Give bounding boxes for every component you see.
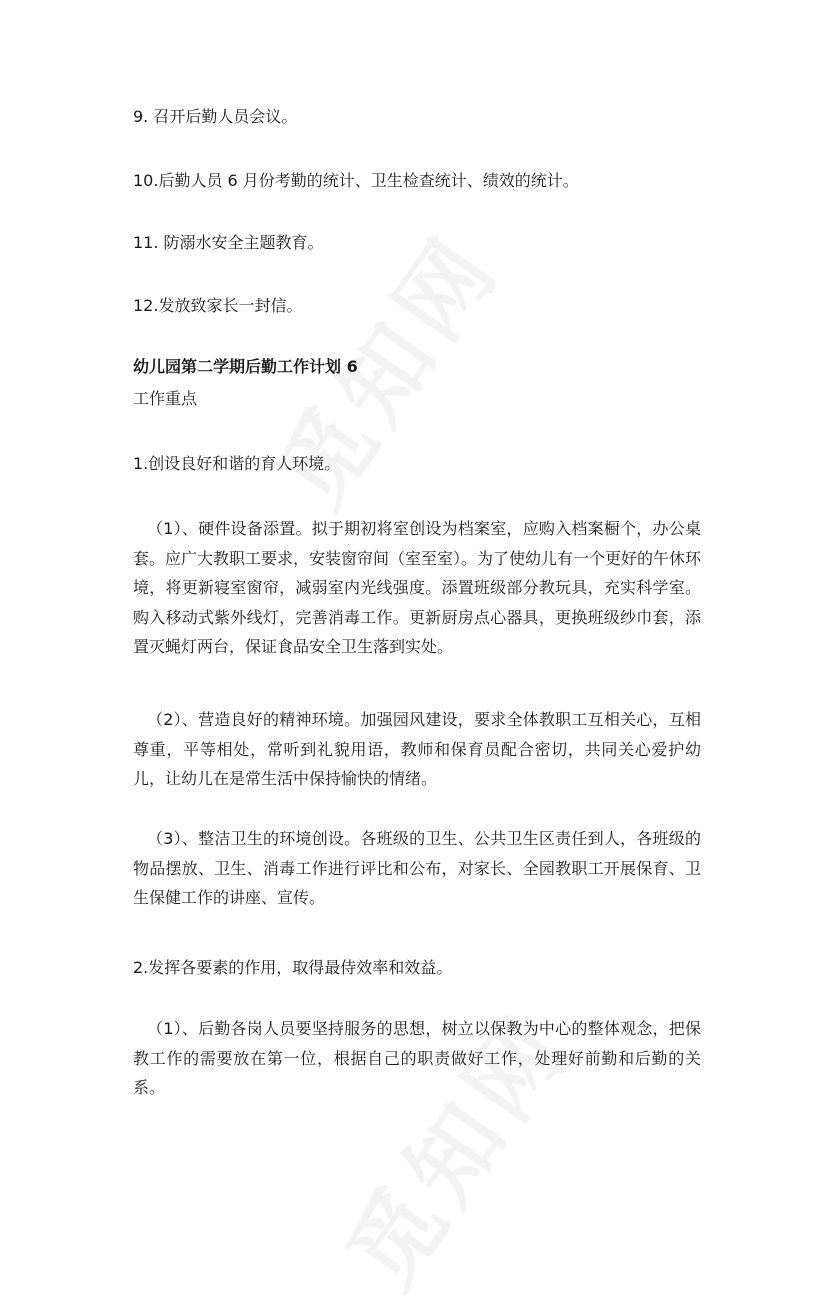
paragraph-1-1-text: （1）、硬件设备添置。拟于期初将室创设为档案室，应购入档案橱个，办公桌套。应广大教职工要求，安装窗帘间（室至室）。为了使幼儿有一个更好的午休环境，将更新寝室窗帘，减弱室内光线强度。添置班级部分教玩具，充实科学室。购入移动式紫外线灯，完善消毒工作。更新厨房点心器具，更换班级纱巾套，添置灭蝇灯两台，保证食品安全卫生落到实处。 <box>133 519 702 656</box>
point-2-heading: 2.发挥各要素的作用，取得最侍效率和效益。 <box>133 958 453 977</box>
section-subtitle: 工作重点 <box>133 389 198 408</box>
paragraph-1-2 <box>133 705 701 794</box>
section-title: 幼儿园第二学期后勤工作计划 6 <box>133 357 358 376</box>
paragraph-1-2-text: （2）、营造良好的精神环境。加强园风建设，要求全体教职工互相关心，互相尊重，平等相处，常听到礼貌用语，教师和保育员配合密切，共同关心爱护幼儿，让幼儿在是常生活中保持愉快的情绪。 <box>133 710 701 788</box>
list-item-12: 12.发放致家长一封信。 <box>133 296 303 315</box>
paragraph-1-3 <box>133 824 701 913</box>
list-item-11: 11. 防溺水安全主题教育。 <box>133 233 324 252</box>
list-item-9: 9. 召开后勤人员会议。 <box>133 107 298 126</box>
paragraph-2-1-text: （1）、后勤各岗人员要坚持服务的思想，树立以保教为中心的整体观念，把保教工作的需要放在第一位，根据自己的职责做好工作，处理好前勤和后勤的关系。 <box>133 1019 701 1097</box>
paragraph-1-3-text: （3）、整洁卫生的环境创设。各班级的卫生、公共卫生区责任到人，各班级的物品摆放、卫生、消毒工作进行评比和公布，对家长、全园教职工开展保育、卫生保健工作的讲座、宣传。 <box>133 829 701 907</box>
paragraph-1-1 <box>133 514 701 662</box>
list-item-10: 10.后勤人员 6 月份考勤的统计、卫生检查统计、绩效的统计。 <box>133 171 579 190</box>
point-1-heading: 1.创设良好和谐的育人环境。 <box>133 454 341 473</box>
paragraph-2-1 <box>133 1014 701 1103</box>
